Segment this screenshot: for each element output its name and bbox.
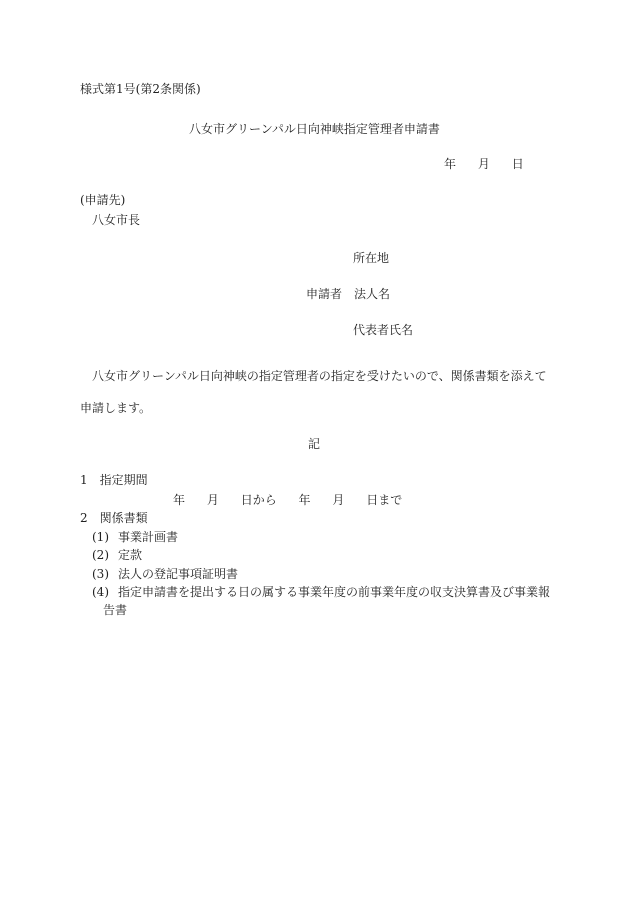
item-text: 事業計画書 (118, 530, 179, 544)
ki-heading: 記 (308, 437, 321, 451)
document-list-item (92, 529, 178, 545)
period-to-month: 月 (332, 493, 345, 507)
section-1-heading: 1 指定期間 (80, 473, 148, 487)
item-number: (3) (92, 567, 109, 581)
period-from-year: 年 (173, 493, 186, 507)
item-text: 指定申請書を提出する日の属する事業年度の前事業年度の収支決算書及び事業報 (118, 585, 551, 599)
application-statement: 八女市グリーンパル日向神峡の指定管理者の指定を受けたいので、関係書類を添えて申請します。 (80, 369, 547, 415)
section-2-heading: 2 関係書類 (80, 511, 148, 525)
date-month: 月 (477, 157, 490, 171)
period-to-day: 日まで (366, 493, 403, 507)
item-number: (1) (92, 530, 109, 544)
item-text: 法人の登記事項証明書 (118, 567, 239, 581)
item-number: (2) (92, 548, 109, 562)
date-year: 年 (444, 157, 457, 171)
date-line (444, 156, 524, 172)
document-list-item (92, 547, 142, 563)
designation-period (173, 492, 402, 508)
date-day: 日 (511, 157, 524, 171)
document-list-item (92, 584, 550, 600)
document-list-item (92, 566, 238, 582)
document-title: 八女市グリーンパル日向神峡指定管理者申請書 (189, 122, 440, 136)
representative-label: 代表者氏名 (353, 323, 414, 337)
item-text-continuation: 告書 (103, 603, 128, 617)
addressee-name: 八女市長 (92, 213, 141, 227)
addressee-label: (申請先) (80, 193, 126, 207)
corporation-name-label: 法人名 (354, 287, 391, 301)
period-to-year: 年 (298, 493, 311, 507)
address-label: 所在地 (353, 251, 390, 265)
period-from-month: 月 (206, 493, 219, 507)
form-number: 様式第1号(第2条関係) (80, 82, 201, 96)
item-number: (4) (92, 585, 109, 599)
item-text: 定款 (118, 548, 143, 562)
period-from-day: 日から (240, 493, 277, 507)
applicant-label: 申請者 (306, 287, 343, 301)
